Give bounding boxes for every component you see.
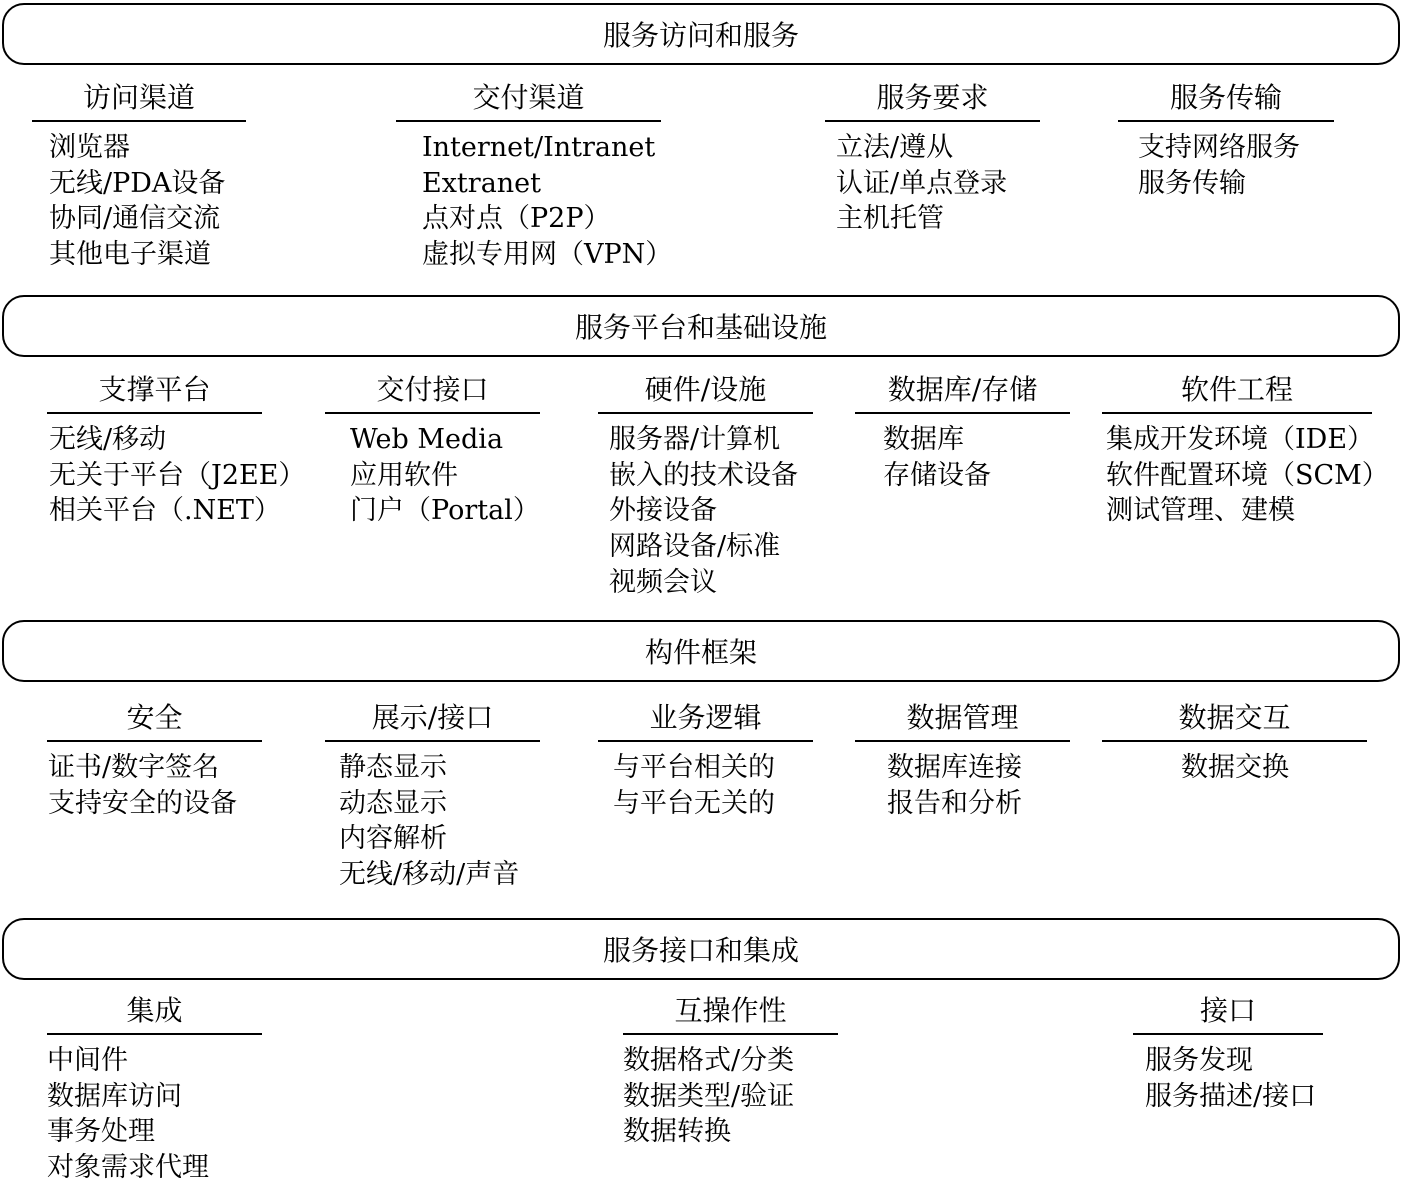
- column-header: 互操作性: [623, 989, 838, 1035]
- list-item: 无线/PDA设备: [49, 167, 226, 199]
- list-item: 中间件: [47, 1045, 128, 1076]
- column-header: 服务要求: [825, 76, 1040, 122]
- section-band-service-platform: [2, 295, 1400, 357]
- list-item: 无关于平台（J2EE）: [49, 459, 306, 491]
- list-item: 认证/单点登录: [836, 167, 1008, 199]
- list-item: 服务传输: [1138, 167, 1246, 199]
- column-presentation-interface: [325, 696, 540, 893]
- list-item: 静态显示: [339, 752, 447, 783]
- column-support-platform: [47, 368, 306, 529]
- list-item: 虚拟专用网（VPN）: [422, 239, 673, 271]
- section-title: 构件框架: [644, 636, 757, 669]
- list-item: 点对点（P2P）: [422, 203, 611, 235]
- list-item: 数据类型/验证: [623, 1080, 795, 1112]
- list-item: 嵌入的技术设备: [609, 459, 798, 491]
- section-title: 服务接口和集成: [602, 934, 799, 967]
- list-item: 存储设备: [883, 459, 991, 491]
- list-item: Extranet: [422, 167, 542, 199]
- section-band-service-interface: [2, 918, 1400, 980]
- list-item: 协同/通信交流: [49, 203, 221, 235]
- list-item: Web Media: [350, 424, 504, 455]
- list-item: 主机托管: [836, 203, 944, 235]
- column-header: 硬件/设施: [598, 368, 813, 414]
- list-item: 数据库: [883, 424, 964, 455]
- column-header: 访问渠道: [32, 76, 246, 122]
- column-header: 业务逻辑: [598, 696, 813, 742]
- list-item: 应用软件: [350, 459, 458, 491]
- column-interoperability: [623, 989, 838, 1150]
- list-item: 与平台相关的: [613, 752, 775, 783]
- list-item: 无线/移动: [49, 424, 167, 455]
- column-business-logic: [598, 696, 813, 821]
- list-item: 浏览器: [49, 132, 130, 163]
- list-item: Internet/Intranet: [422, 132, 656, 163]
- list-item: 门户（Portal）: [350, 495, 540, 527]
- column-access-channels: [32, 76, 246, 273]
- list-item: 事务处理: [47, 1116, 155, 1148]
- column-header: 安全: [47, 696, 262, 742]
- column-service-transport: [1118, 76, 1334, 201]
- column-header: 交付接口: [325, 368, 540, 414]
- list-item: 相关平台（.NET）: [49, 495, 281, 527]
- column-header: 集成: [47, 989, 262, 1035]
- column-data-interaction: [1102, 696, 1367, 786]
- column-data-management: [855, 696, 1070, 821]
- column-hardware-facilities: [598, 368, 813, 601]
- list-item: 测试管理、建模: [1106, 495, 1295, 527]
- list-item: 支持安全的设备: [48, 787, 237, 819]
- list-item: 与平台无关的: [613, 787, 775, 819]
- column-header: 数据管理: [855, 696, 1070, 742]
- column-header: 展示/接口: [325, 696, 540, 742]
- list-item: 服务描述/接口: [1145, 1080, 1317, 1112]
- list-item: 数据交换: [1181, 752, 1289, 783]
- column-header: 支撑平台: [47, 368, 262, 414]
- list-item: 支持网络服务: [1138, 132, 1300, 163]
- list-item: 服务发现: [1145, 1045, 1253, 1076]
- column-software-engineering: [1102, 368, 1389, 529]
- column-header: 接口: [1133, 989, 1323, 1035]
- section-title: 服务访问和服务: [602, 19, 799, 52]
- column-interface: [1133, 989, 1323, 1114]
- list-item: 服务器/计算机: [609, 424, 781, 455]
- column-header: 数据交互: [1102, 696, 1367, 742]
- column-header: 数据库/存储: [855, 368, 1070, 414]
- list-item: 内容解析: [339, 823, 447, 855]
- list-item: 外接设备: [609, 495, 717, 527]
- column-header: 服务传输: [1118, 76, 1334, 122]
- list-item: 集成开发环境（IDE）: [1106, 424, 1375, 455]
- list-item: 数据库访问: [47, 1080, 182, 1112]
- column-delivery-channels: [396, 76, 673, 273]
- list-item: 网路设备/标准: [609, 531, 781, 563]
- list-item: 对象需求代理: [47, 1152, 209, 1184]
- list-item: 数据格式/分类: [623, 1045, 795, 1076]
- list-item: 证书/数字签名: [48, 752, 220, 783]
- column-security: [47, 696, 262, 821]
- list-item: 立法/遵从: [836, 132, 954, 163]
- list-item: 无线/移动/声音: [339, 859, 520, 891]
- list-item: 其他电子渠道: [49, 239, 211, 271]
- column-header: 软件工程: [1102, 368, 1372, 414]
- list-item: 视频会议: [609, 566, 717, 598]
- list-item: 报告和分析: [887, 787, 1022, 819]
- list-item: 数据转换: [623, 1116, 731, 1148]
- list-item: 数据库连接: [887, 752, 1022, 783]
- column-service-requirements: [825, 76, 1040, 237]
- section-band-component-framework: [2, 620, 1400, 682]
- column-header: 交付渠道: [396, 76, 661, 122]
- list-item: 软件配置环境（SCM）: [1106, 459, 1389, 491]
- list-item: 动态显示: [339, 787, 447, 819]
- column-database-storage: [855, 368, 1070, 493]
- column-integration: [47, 989, 262, 1186]
- section-band-service-access: [2, 3, 1400, 65]
- column-delivery-interface: [325, 368, 540, 529]
- section-title: 服务平台和基础设施: [574, 311, 827, 344]
